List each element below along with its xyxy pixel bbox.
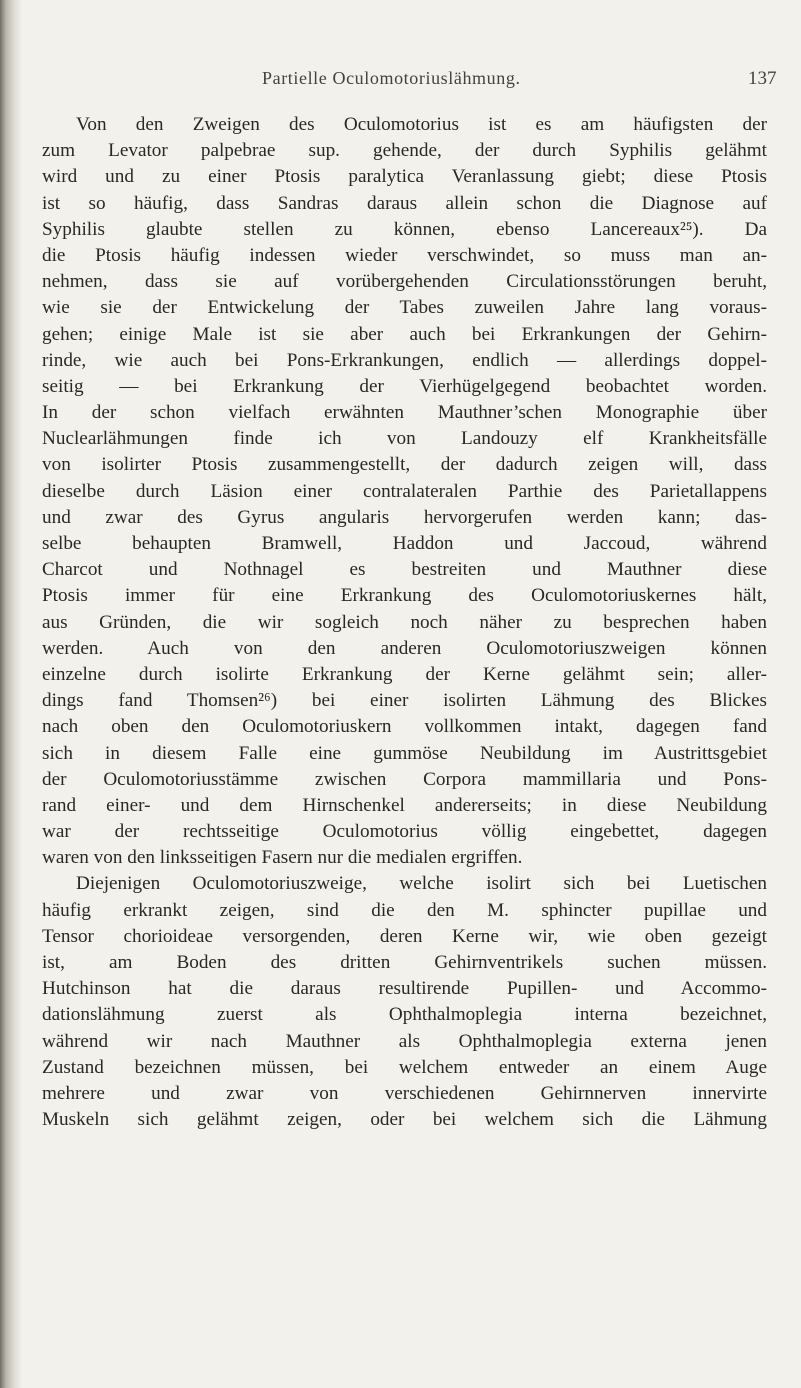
- text-line: Tensor chorioideae versorgenden, deren Kerne wir, wie oben gezeigt: [42, 925, 767, 947]
- text-line: ist so häufig, dass Sandras daraus allein schon die Diagnose auf: [42, 192, 767, 214]
- text-line: Hutchinson hat die daraus resultirende Pupillen- und Accommo-: [42, 978, 767, 1000]
- text-line: Ptosis immer für eine Erkrankung des Oculomotoriuskernes hält,: [42, 585, 767, 607]
- text-line: die Ptosis häufig indessen wieder verschwindet, so muss man an-: [42, 244, 767, 266]
- text-line: sich in diesem Falle eine gummöse Neubildung im Austrittsgebiet: [42, 742, 767, 764]
- text-line: werden. Auch von den anderen Oculomotoriuszweigen können: [42, 637, 767, 659]
- text-line: selbe behaupten Bramwell, Haddon und Jaccoud, während: [42, 533, 767, 554]
- text-line: ist, am Boden des dritten Gehirnventrikels suchen müssen.: [42, 952, 767, 973]
- text-line: Zustand bezeichnen müssen, bei welchem entweder an einem Auge: [42, 1056, 767, 1078]
- text-line: Syphilis glaubte stellen zu können, ebenso Lancereaux²⁵). Da: [42, 218, 767, 240]
- running-head: Partielle Oculomotoriuslähmung.: [262, 68, 521, 88]
- text-line: häufig erkrankt zeigen, sind die den M. sphincter pupillae und: [42, 899, 767, 921]
- text-line: Muskeln sich gelähmt zeigen, oder bei welchem sich die Lähmung: [42, 1109, 767, 1131]
- text-line: dieselbe durch Läsion einer contralateralen Parthie des Parietallappens: [42, 480, 767, 502]
- text-line: Charcot und Nothnagel es bestreiten und Mauthner diese: [42, 559, 767, 581]
- page-binding-edge: [0, 0, 22, 1388]
- text-line: Von den Zweigen des Oculomotorius ist es am häufigsten der: [76, 114, 767, 135]
- text-line: dationslähmung zuerst als Ophthalmoplegia interna bezeichnet,: [42, 1004, 767, 1026]
- text-line: und zwar des Gyrus angularis hervorgerufen werden kann; das-: [42, 506, 767, 528]
- text-line: Nuclearlähmungen finde ich von Landouzy elf Krankheitsfälle: [42, 428, 767, 450]
- text-line: Diejenigen Oculomotoriuszweige, welche isolirt sich bei Luetischen: [76, 873, 767, 895]
- text-line: mehrere und zwar von verschiedenen Gehirnnerven innervirte: [42, 1082, 767, 1104]
- text-line: rand einer- und dem Hirnschenkel andererseits; in diese Neubildung: [42, 794, 767, 816]
- text-line: wie sie der Entwickelung der Tabes zuweilen Jahre lang voraus-: [42, 297, 767, 319]
- text-line: zum Levator palpebrae sup. gehende, der durch Syphilis gelähmt: [42, 140, 767, 162]
- text-line: der Oculomotoriusstämme zwischen Corpora mammillaria und Pons-: [42, 768, 767, 790]
- text-line: wird und zu einer Ptosis paralytica Veranlassung giebt; diese Ptosis: [42, 166, 767, 188]
- text-line: war der rechtsseitige Oculomotorius völlig eingebettet, dagegen: [42, 821, 767, 843]
- text-line: nehmen, dass sie auf vorübergehenden Circulationsstörungen beruht,: [42, 271, 767, 293]
- page-header: [0, 68, 801, 94]
- page-number: 137: [748, 68, 777, 89]
- text-line: nach oben den Oculomotoriuskern vollkommen intakt, dagegen fand: [42, 716, 767, 738]
- text-line: während wir nach Mauthner als Ophthalmoplegia externa jenen: [42, 1030, 767, 1052]
- text-line: aus Gründen, die wir sogleich noch näher zu besprechen haben: [42, 611, 767, 633]
- text-line: seitig — bei Erkrankung der Vierhügelgegend beobachtet worden.: [42, 375, 767, 397]
- text-line: einzelne durch isolirte Erkrankung der Kerne gelähmt sein; aller-: [42, 663, 767, 685]
- text-line: dings fand Thomsen²⁶) bei einer isolirten Lähmung des Blickes: [42, 690, 767, 712]
- text-line: rinde, wie auch bei Pons-Erkrankungen, endlich — allerdings doppel-: [42, 349, 767, 371]
- text-line: von isolirter Ptosis zusammengestellt, der dadurch zeigen will, dass: [42, 454, 767, 476]
- body-text: [42, 112, 767, 1133]
- text-line: waren von den linksseitigen Fasern nur die medialen ergriffen.: [42, 847, 523, 869]
- text-line: In der schon vielfach erwähnten Mauthner’schen Monographie über: [42, 402, 767, 424]
- text-line: gehen; einige Male ist sie aber auch bei Erkrankungen der Gehirn-: [42, 323, 767, 345]
